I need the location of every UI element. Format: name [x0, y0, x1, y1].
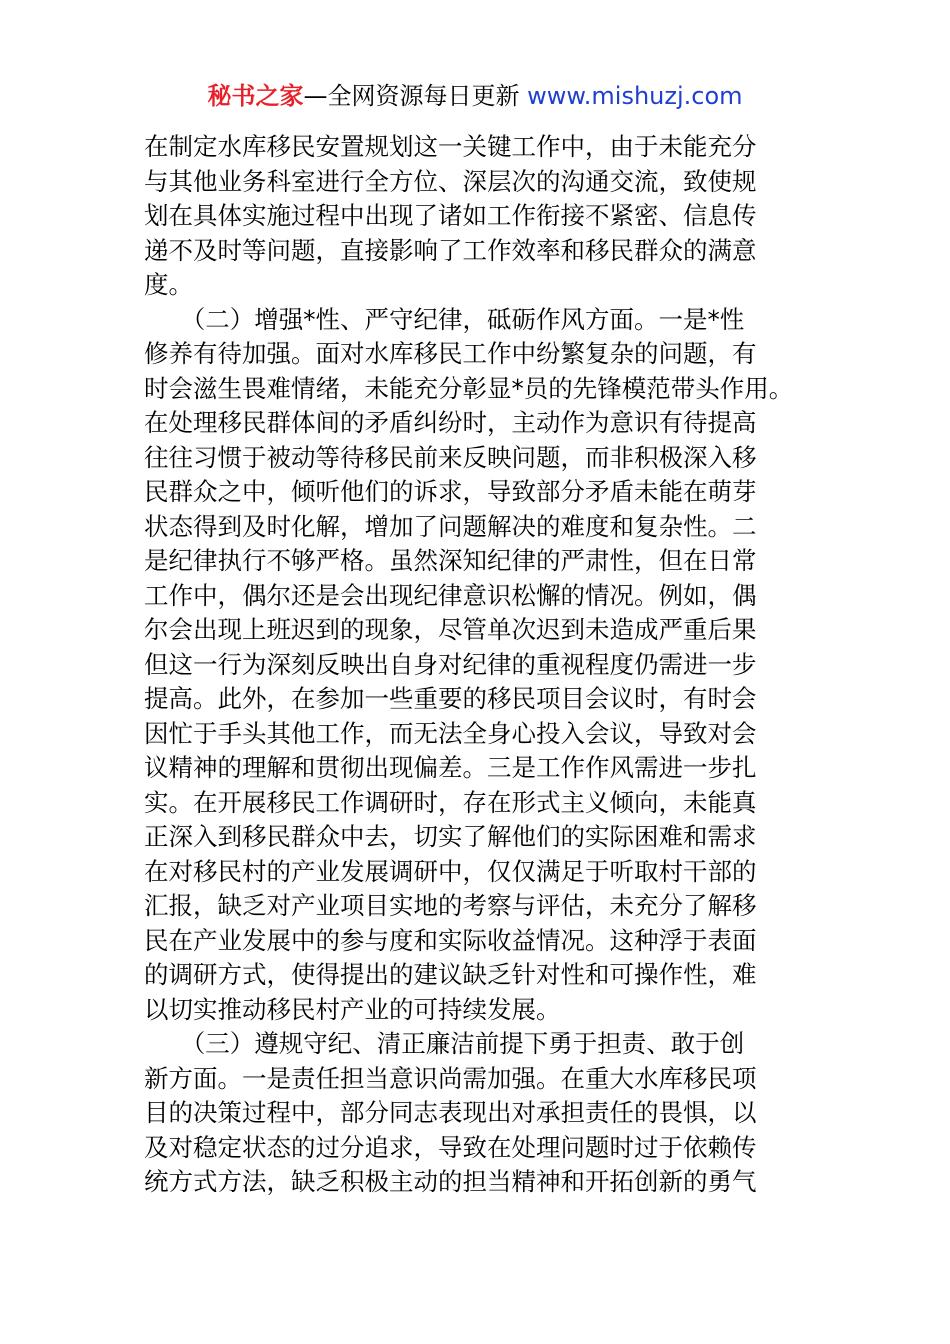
text-line: 与其他业务科室进行全方位、深层次的沟通交流，致使规: [144, 166, 757, 196]
text-line: 但这一行为深刻反映出自身对纪律的重视程度仍需进一步: [144, 649, 757, 679]
header-tagline: —全网资源每日更新: [303, 82, 528, 110]
text-line: 正深入到移民群众中去，切实了解他们的实际困难和需求: [144, 822, 757, 851]
document-body: [144, 130, 816, 1200]
text-line: 的调研方式，使得提出的建议缺乏针对性和可操作性，难: [144, 960, 757, 989]
text-line: 尔会出现上班迟到的现象，尽管单次迟到未造成严重后果: [144, 615, 757, 644]
section-heading-line: （三）遵规守纪、清正廉洁前提下勇于担责、敢于创: [144, 1029, 745, 1058]
text-line: 实。在开展移民工作调研时，存在形式主义倾向，未能真: [144, 787, 757, 817]
section-heading-line: （二）增强*性、严守纪律，砥砺作风方面。一是*性: [144, 304, 745, 334]
text-line: 是纪律执行不够严格。虽然深知纪律的严肃性，但在日常: [144, 546, 757, 575]
site-header: [0, 80, 950, 112]
text-line: 提高。此外，在参加一些重要的移民项目会议时，有时会: [144, 684, 757, 713]
text-line: 汇报，缺乏对产业项目实地的考察与评估，未充分了解移: [144, 891, 757, 920]
text-line: 议精神的理解和贯彻出现偏差。三是工作作风需进一步扎: [144, 753, 757, 782]
text-line: 划在具体实施过程中出现了诸如工作衔接不紧密、信息传: [144, 201, 757, 230]
text-line: 及对稳定状态的过分追求，导致在处理问题时过于依赖传: [144, 1132, 757, 1162]
text-line: 工作中，偶尔还是会出现纪律意识松懈的情况。例如，偶: [144, 580, 757, 610]
brand-name: 秘书之家: [207, 82, 304, 110]
text-line: 民在产业发展中的参与度和实际收益情况。这种浮于表面: [144, 925, 757, 955]
text-line: 统方式方法，缺乏积极主动的担当精神和开拓创新的勇气: [144, 1167, 757, 1196]
text-line: 新方面。一是责任担当意识尚需加强。在重大水库移民项: [144, 1063, 757, 1093]
text-line: 在处理移民群体间的矛盾纠纷时，主动作为意识有待提高: [144, 408, 757, 437]
text-line: 因忙于手头其他工作，而无法全身心投入会议，导致对会: [144, 718, 757, 748]
text-line: 在对移民村的产业发展调研中，仅仅满足于听取村干部的: [144, 856, 757, 886]
text-line: 民群众之中，倾听他们的诉求，导致部分矛盾未能在萌芽: [144, 477, 757, 506]
site-url-link[interactable]: www.mishuzj.com: [527, 82, 743, 110]
text-line: 度。: [144, 270, 193, 299]
text-line: 以切实推动移民村产业的可持续发展。: [144, 994, 561, 1024]
text-line: 状态得到及时化解，增加了问题解决的难度和复杂性。二: [144, 511, 757, 541]
text-line: 递不及时等问题，直接影响了工作效率和移民群众的满意: [144, 235, 757, 265]
text-line: 目的决策过程中，部分同志表现出对承担责任的畏惧，以: [144, 1098, 757, 1127]
text-line: 修养有待加强。面对水库移民工作中纷繁复杂的问题，有: [144, 339, 757, 368]
text-line: 往往习惯于被动等待移民前来反映问题，而非积极深入移: [144, 442, 757, 472]
text-line: 在制定水库移民安置规划这一关键工作中，由于未能充分: [144, 132, 757, 161]
text-line: 时会滋生畏难情绪，未能充分彰显*员的先锋模范带头作用。: [144, 373, 794, 403]
